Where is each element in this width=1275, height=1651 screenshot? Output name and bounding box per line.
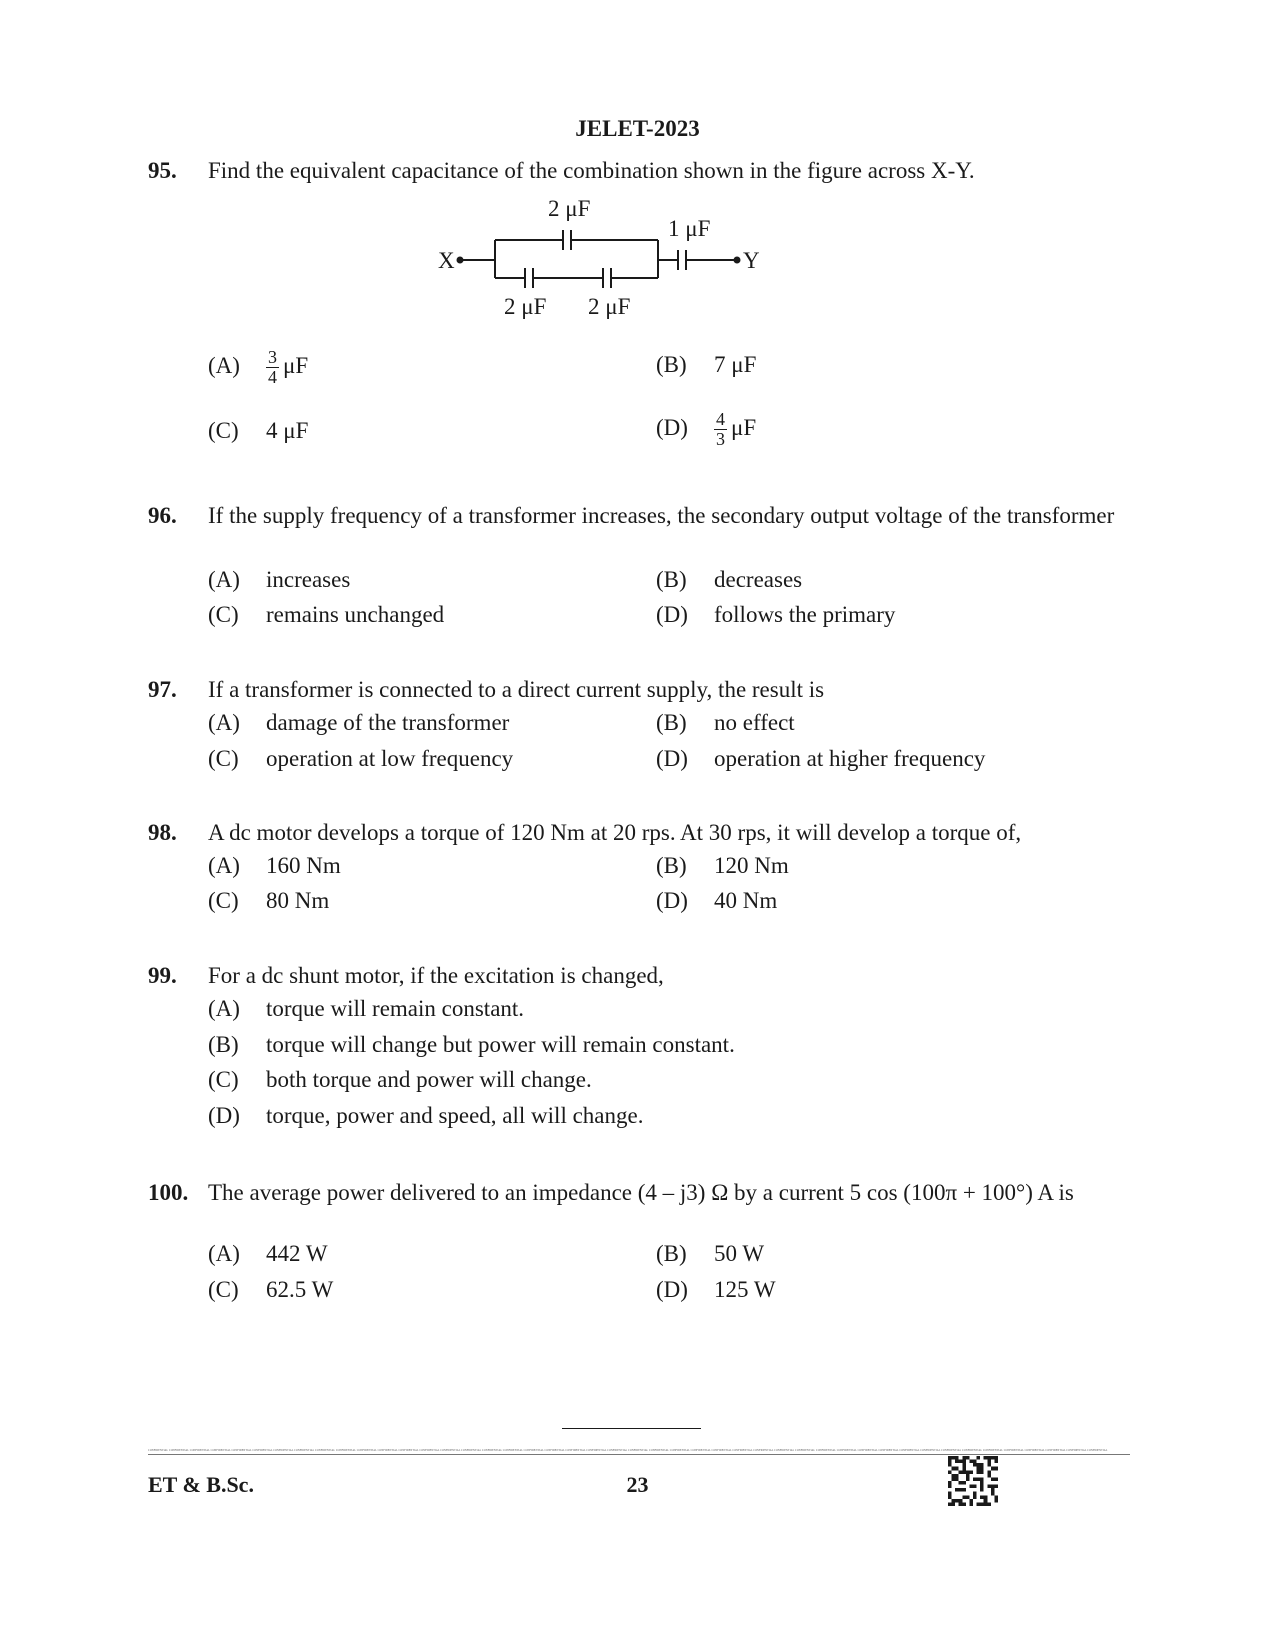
option-99-c: (C) both torque and power will change. <box>208 1067 592 1092</box>
question-number: 98. <box>148 820 177 845</box>
option-100-a: (A) 442 W <box>208 1241 328 1266</box>
option-99-b: (B) torque will change but power will remain constant. <box>208 1032 735 1057</box>
option-96-b: (B) decreases <box>656 567 803 592</box>
footer-course-label: ET & B.Sc. <box>148 1472 254 1497</box>
question-text: The average power delivered to an impedance (4 – j3) Ω by a current 5 cos (100π + 100°) A is <box>208 1180 1074 1205</box>
option-97-b: (B) no effect <box>656 710 795 735</box>
option-100-d: (D) 125 W <box>656 1277 776 1302</box>
option-98-b: (B) 120 Nm <box>656 853 789 878</box>
capacitor-circuit-diagram <box>438 196 780 320</box>
option-97-d: (D) operation at higher frequency <box>656 746 986 771</box>
capacitor-bottom-right-label: 2 μF <box>588 294 631 319</box>
question-text: Find the equivalent capacitance of the combination shown in the figure across X-Y. <box>208 158 975 183</box>
question-99 <box>148 960 1130 991</box>
terminal-y-label: Y <box>743 248 760 273</box>
question-number: 95. <box>148 158 177 183</box>
qr-code-icon <box>948 1456 998 1506</box>
option-98-a: (A) 160 Nm <box>208 853 341 878</box>
terminal-x-label: X <box>438 248 455 273</box>
option-95-b: (B) 7 μF <box>656 352 757 377</box>
question-number: 99. <box>148 963 177 988</box>
confidential-microtext: CONFIDENTIAL CONFIDENTIAL CONFIDENTIAL CONFIDENTIAL CONFIDENTIAL CONFIDENTIAL CONFIDENTIAL CONFIDENTIAL CONFIDENTIAL CONFIDENTIAL CONFIDENTIAL CONFIDENTIAL CONFIDENTIAL CONFIDENTIAL CONFIDENTIAL CONFIDENTIAL CONFIDENTIAL CONFIDENTIAL CONFIDENTIAL CONFIDENTIAL CONFIDENTIAL CONFIDENTIAL CONFIDENTIAL CONFIDENTIAL CONFIDENTIAL CONFIDENTIAL CONFIDENTIAL CONFIDENTIAL CONFIDENTIAL CONFIDENTIAL CONFIDENTIAL CONFIDENTIAL CONFIDENTIAL CONFIDENTIAL CONFIDENTIAL CONFIDENTIAL CONFIDENTIAL CONFIDENTIAL CONFIDENTIAL CONFIDENTIAL CONFIDENTIAL CONFIDENTIAL CONFIDENTIAL CONFIDENTIAL CONFIDENTIAL CONFIDENTIAL <box>148 1449 1108 1452</box>
option-97-a: (A) damage of the transformer <box>208 710 510 735</box>
terminal-x-dot <box>457 257 464 264</box>
page-header-title: JELET-2023 <box>575 116 700 141</box>
option-98-c: (C) 80 Nm <box>208 888 330 913</box>
question-number: 100. <box>148 1180 189 1205</box>
question-number: 96. <box>148 503 177 528</box>
end-separator-line <box>562 1428 701 1429</box>
option-95-a: (A) $\frac{3}{4}$ μF <box>208 347 309 387</box>
option-96-c: (C) remains unchanged <box>208 602 445 627</box>
fraction: $\frac{3}{4}$ <box>268 347 277 387</box>
question-number: 97. <box>148 677 177 702</box>
option-100-c: (C) 62.5 W <box>208 1277 334 1302</box>
page-number: 23 <box>626 1472 649 1497</box>
question-text: For a dc shunt motor, if the excitation is changed, <box>208 963 664 988</box>
question-95 <box>148 155 1130 186</box>
option-95-d: (D) $\frac{4}{3}$ μF <box>656 409 757 449</box>
question-text: If the supply frequency of a transformer increases, the secondary output voltage of the transformer <box>208 503 1115 528</box>
option-100-b: (B) 50 W <box>656 1241 765 1266</box>
option-99-d: (D) torque, power and speed, all will change. <box>208 1103 644 1128</box>
option-96-a: (A) increases <box>208 567 351 592</box>
option-95-c: (C) 4 μF <box>208 418 309 443</box>
terminal-y-dot <box>734 257 741 264</box>
question-text: If a transformer is connected to a direct current supply, the result is <box>208 677 825 702</box>
question-96 <box>148 500 1130 531</box>
capacitor-top-label: 2 μF <box>548 196 591 221</box>
capacitor-bottom-left-label: 2 μF <box>504 294 547 319</box>
option-97-c: (C) operation at low frequency <box>208 746 514 771</box>
option-96-d: (D) follows the primary <box>656 602 896 627</box>
question-100 <box>148 1177 1130 1208</box>
option-99-a: (A) torque will remain constant. <box>208 996 525 1021</box>
capacitor-series-label: 1 μF <box>668 216 711 241</box>
fraction: $\frac{4}{3}$ <box>716 409 725 449</box>
footer-rule <box>148 1454 1130 1455</box>
question-98 <box>148 817 1130 848</box>
question-97 <box>148 674 1130 705</box>
question-text: A dc motor develops a torque of 120 Nm at 20 rps. At 30 rps, it will develop a torque of, <box>208 820 1022 845</box>
option-98-d: (D) 40 Nm <box>656 888 778 913</box>
